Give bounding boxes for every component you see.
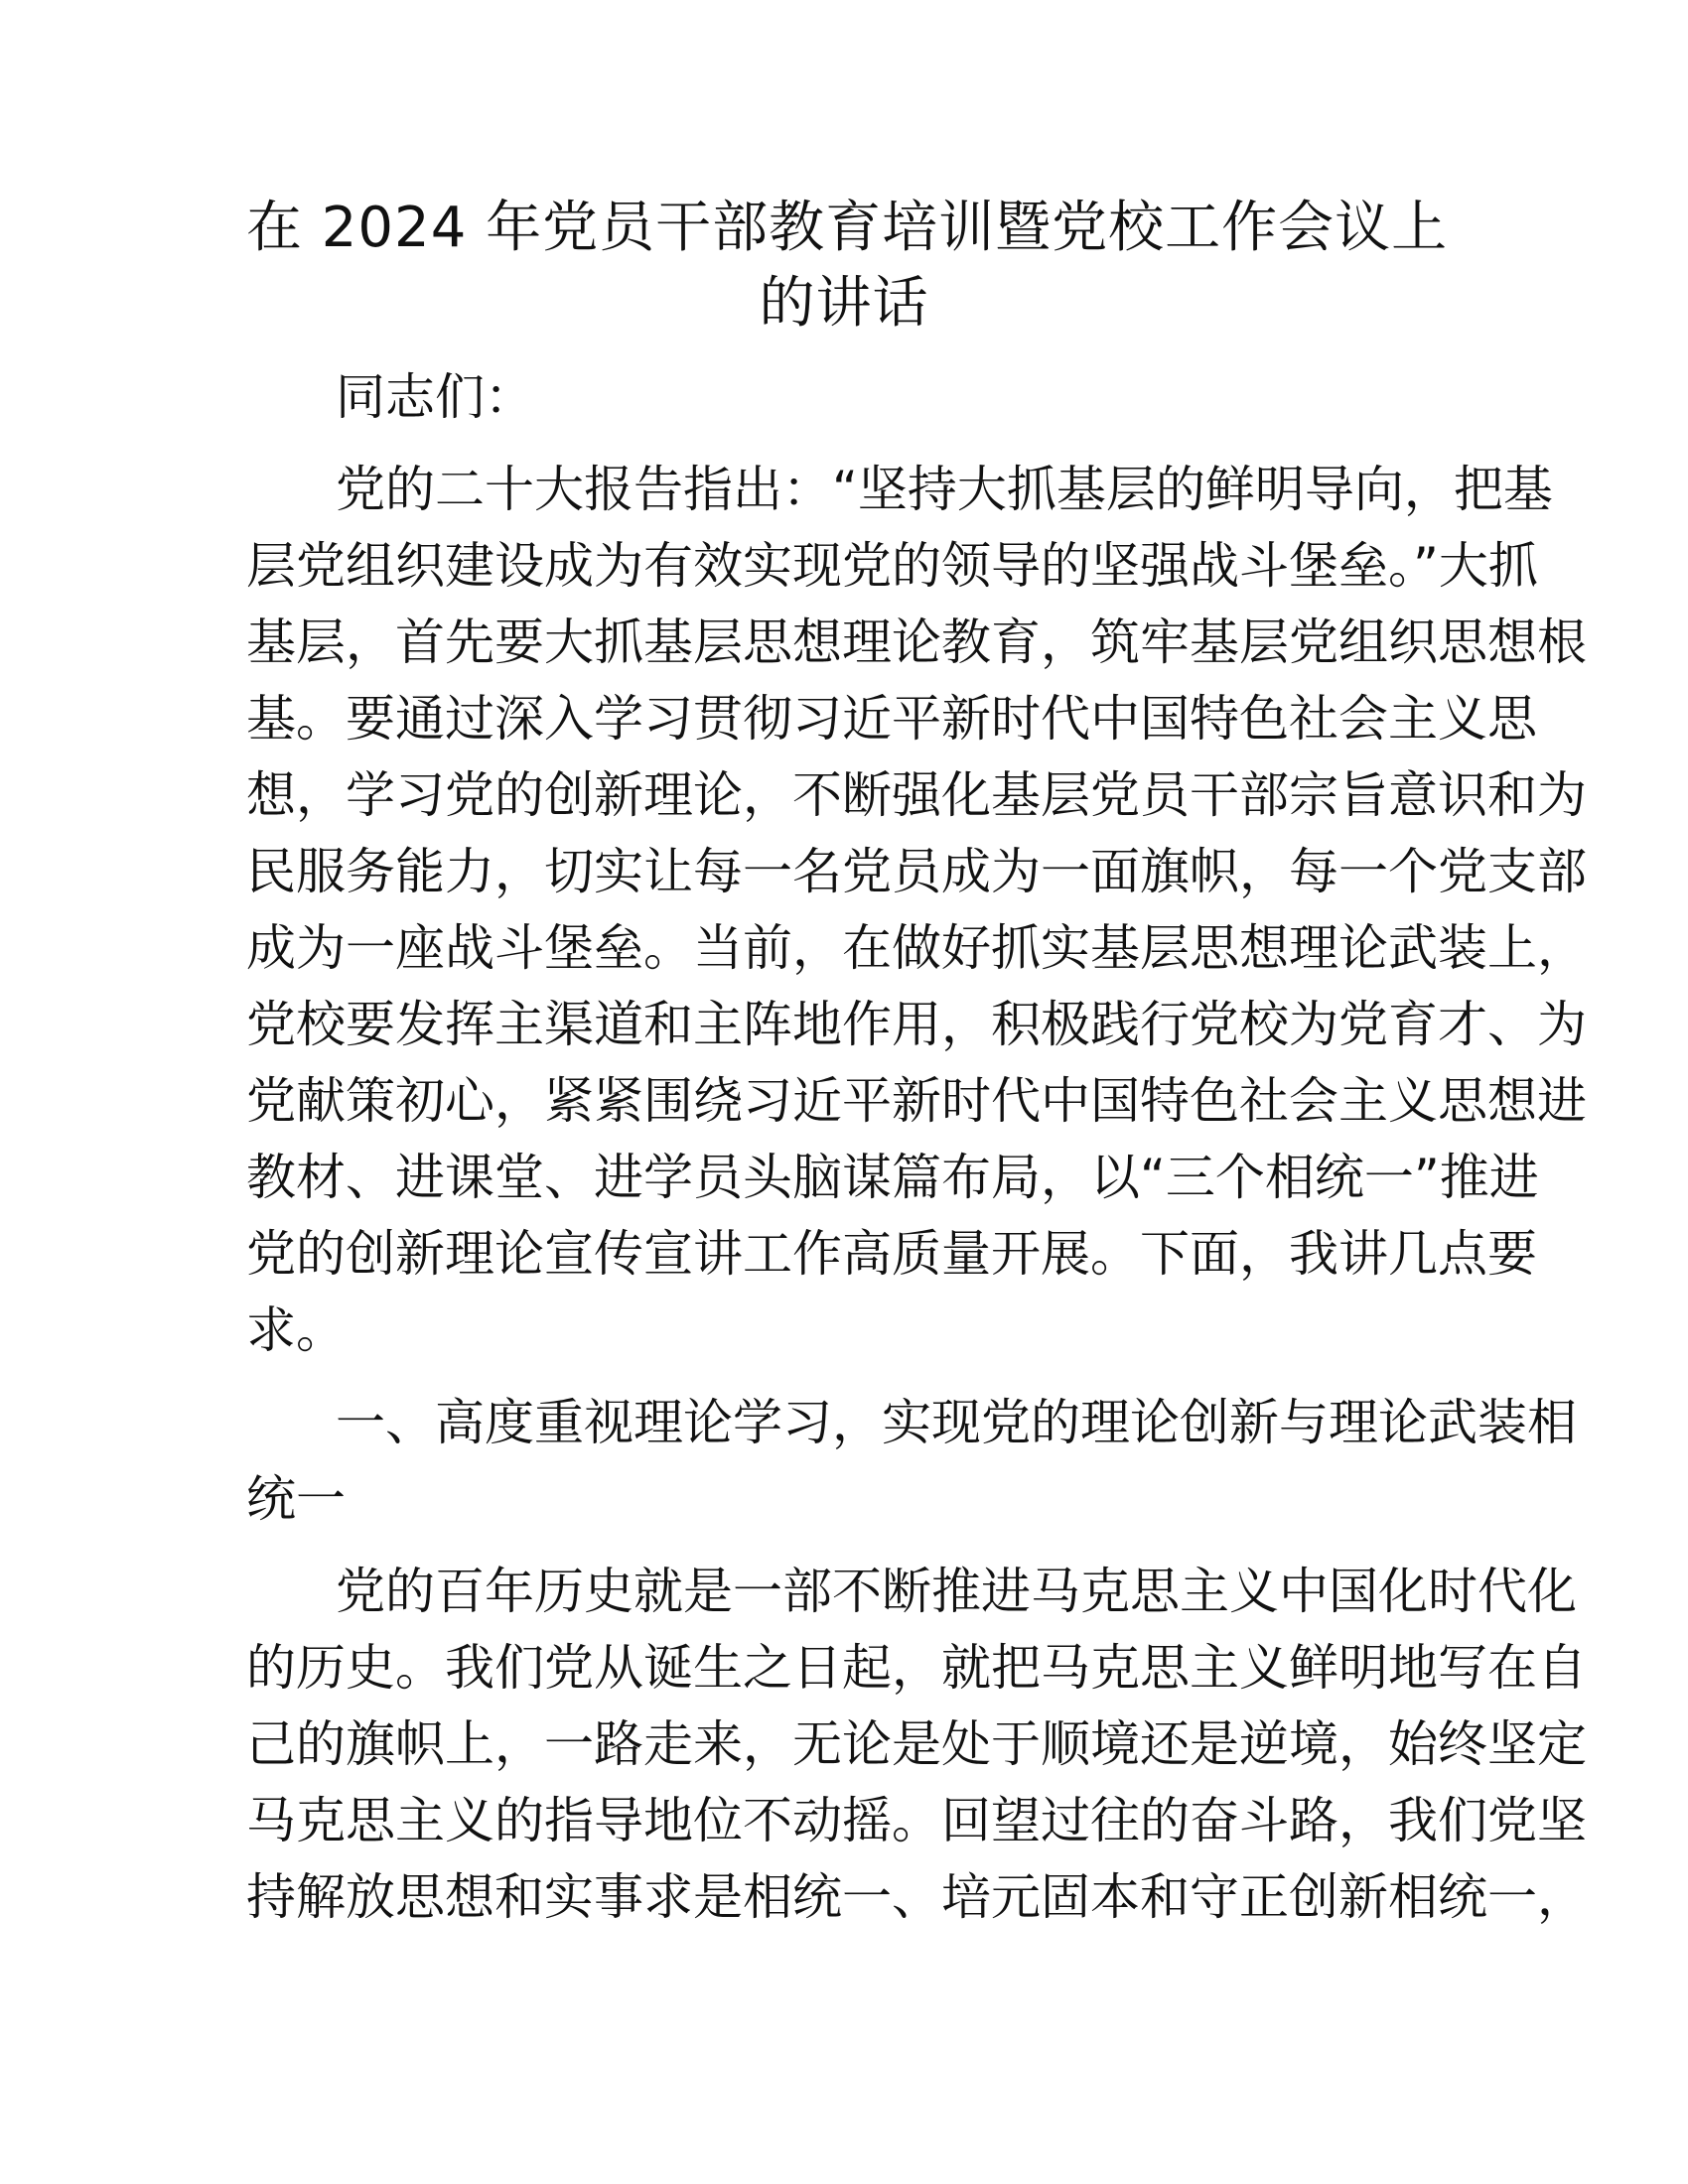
text-line: 教材、进课堂、进学员头脑谋篇布局，以“三个相统一”推进 bbox=[246, 1149, 1539, 1206]
text-line: 党的百年历史就是一部不断推进马克思主义中国化时代化 bbox=[336, 1563, 1577, 1620]
text-line: 求。 bbox=[246, 1301, 346, 1359]
salutation bbox=[246, 359, 1442, 436]
text-line: 己的旗帜上，一路走来，无论是处于顺境还是逆境，始终坚定 bbox=[246, 1715, 1587, 1773]
document-body bbox=[246, 191, 1587, 1936]
text-line: 基。要通过深入学习贯彻习近平新时代中国特色社会主义思 bbox=[246, 690, 1537, 748]
text-line: 党的二十大报告指出：“坚持大抓基层的鲜明导向，把基 bbox=[336, 461, 1553, 518]
text-line: 持解放思想和实事求是相统一、培元固本和守正创新相统一， bbox=[246, 1868, 1587, 1926]
title-line: 在 2024 年党员干部教育培训暨党校工作会议上 bbox=[246, 196, 1449, 260]
text-line: 层党组织建设成为有效实现党的领导的坚强战斗堡垒。”大抓 bbox=[246, 537, 1538, 595]
text-line: 成为一座战斗堡垒。当前，在做好抓实基层思想理论武装上， bbox=[246, 919, 1587, 977]
title-line: 的讲话 bbox=[759, 271, 929, 336]
text-line: 民服务能力，切实让每一名党员成为一面旗帜，每一个党支部 bbox=[246, 843, 1587, 900]
heading-line: 统一 bbox=[246, 1470, 346, 1528]
text-line: 党校要发挥主渠道和主阵地作用，积极践行党校为党育才、为 bbox=[246, 996, 1587, 1053]
paragraph-history bbox=[246, 1554, 1587, 1936]
section-heading-1 bbox=[246, 1385, 1577, 1538]
text-line: 马克思主义的指导地位不动摇。回望过往的奋斗路，我们党坚 bbox=[246, 1792, 1587, 1849]
paragraph-intro bbox=[246, 452, 1587, 1369]
salutation-text: 同志们： bbox=[336, 368, 534, 426]
text-line: 基层，首先要大抓基层思想理论教育，筑牢基层党组织思想根 bbox=[246, 614, 1587, 671]
heading-line: 一、高度重视理论学习，实现党的理论创新与理论武装相 bbox=[336, 1394, 1577, 1451]
text-line: 党献策初心，紧紧围绕习近平新时代中国特色社会主义思想进 bbox=[246, 1072, 1587, 1130]
document-title bbox=[246, 191, 1449, 341]
text-line: 党的创新理论宣传宣讲工作高质量开展。下面，我讲几点要 bbox=[246, 1225, 1537, 1283]
text-line: 想，学习党的创新理论，不断强化基层党员干部宗旨意识和为 bbox=[246, 766, 1587, 824]
text-line: 的历史。我们党从诞生之日起，就把马克思主义鲜明地写在自 bbox=[246, 1639, 1587, 1697]
